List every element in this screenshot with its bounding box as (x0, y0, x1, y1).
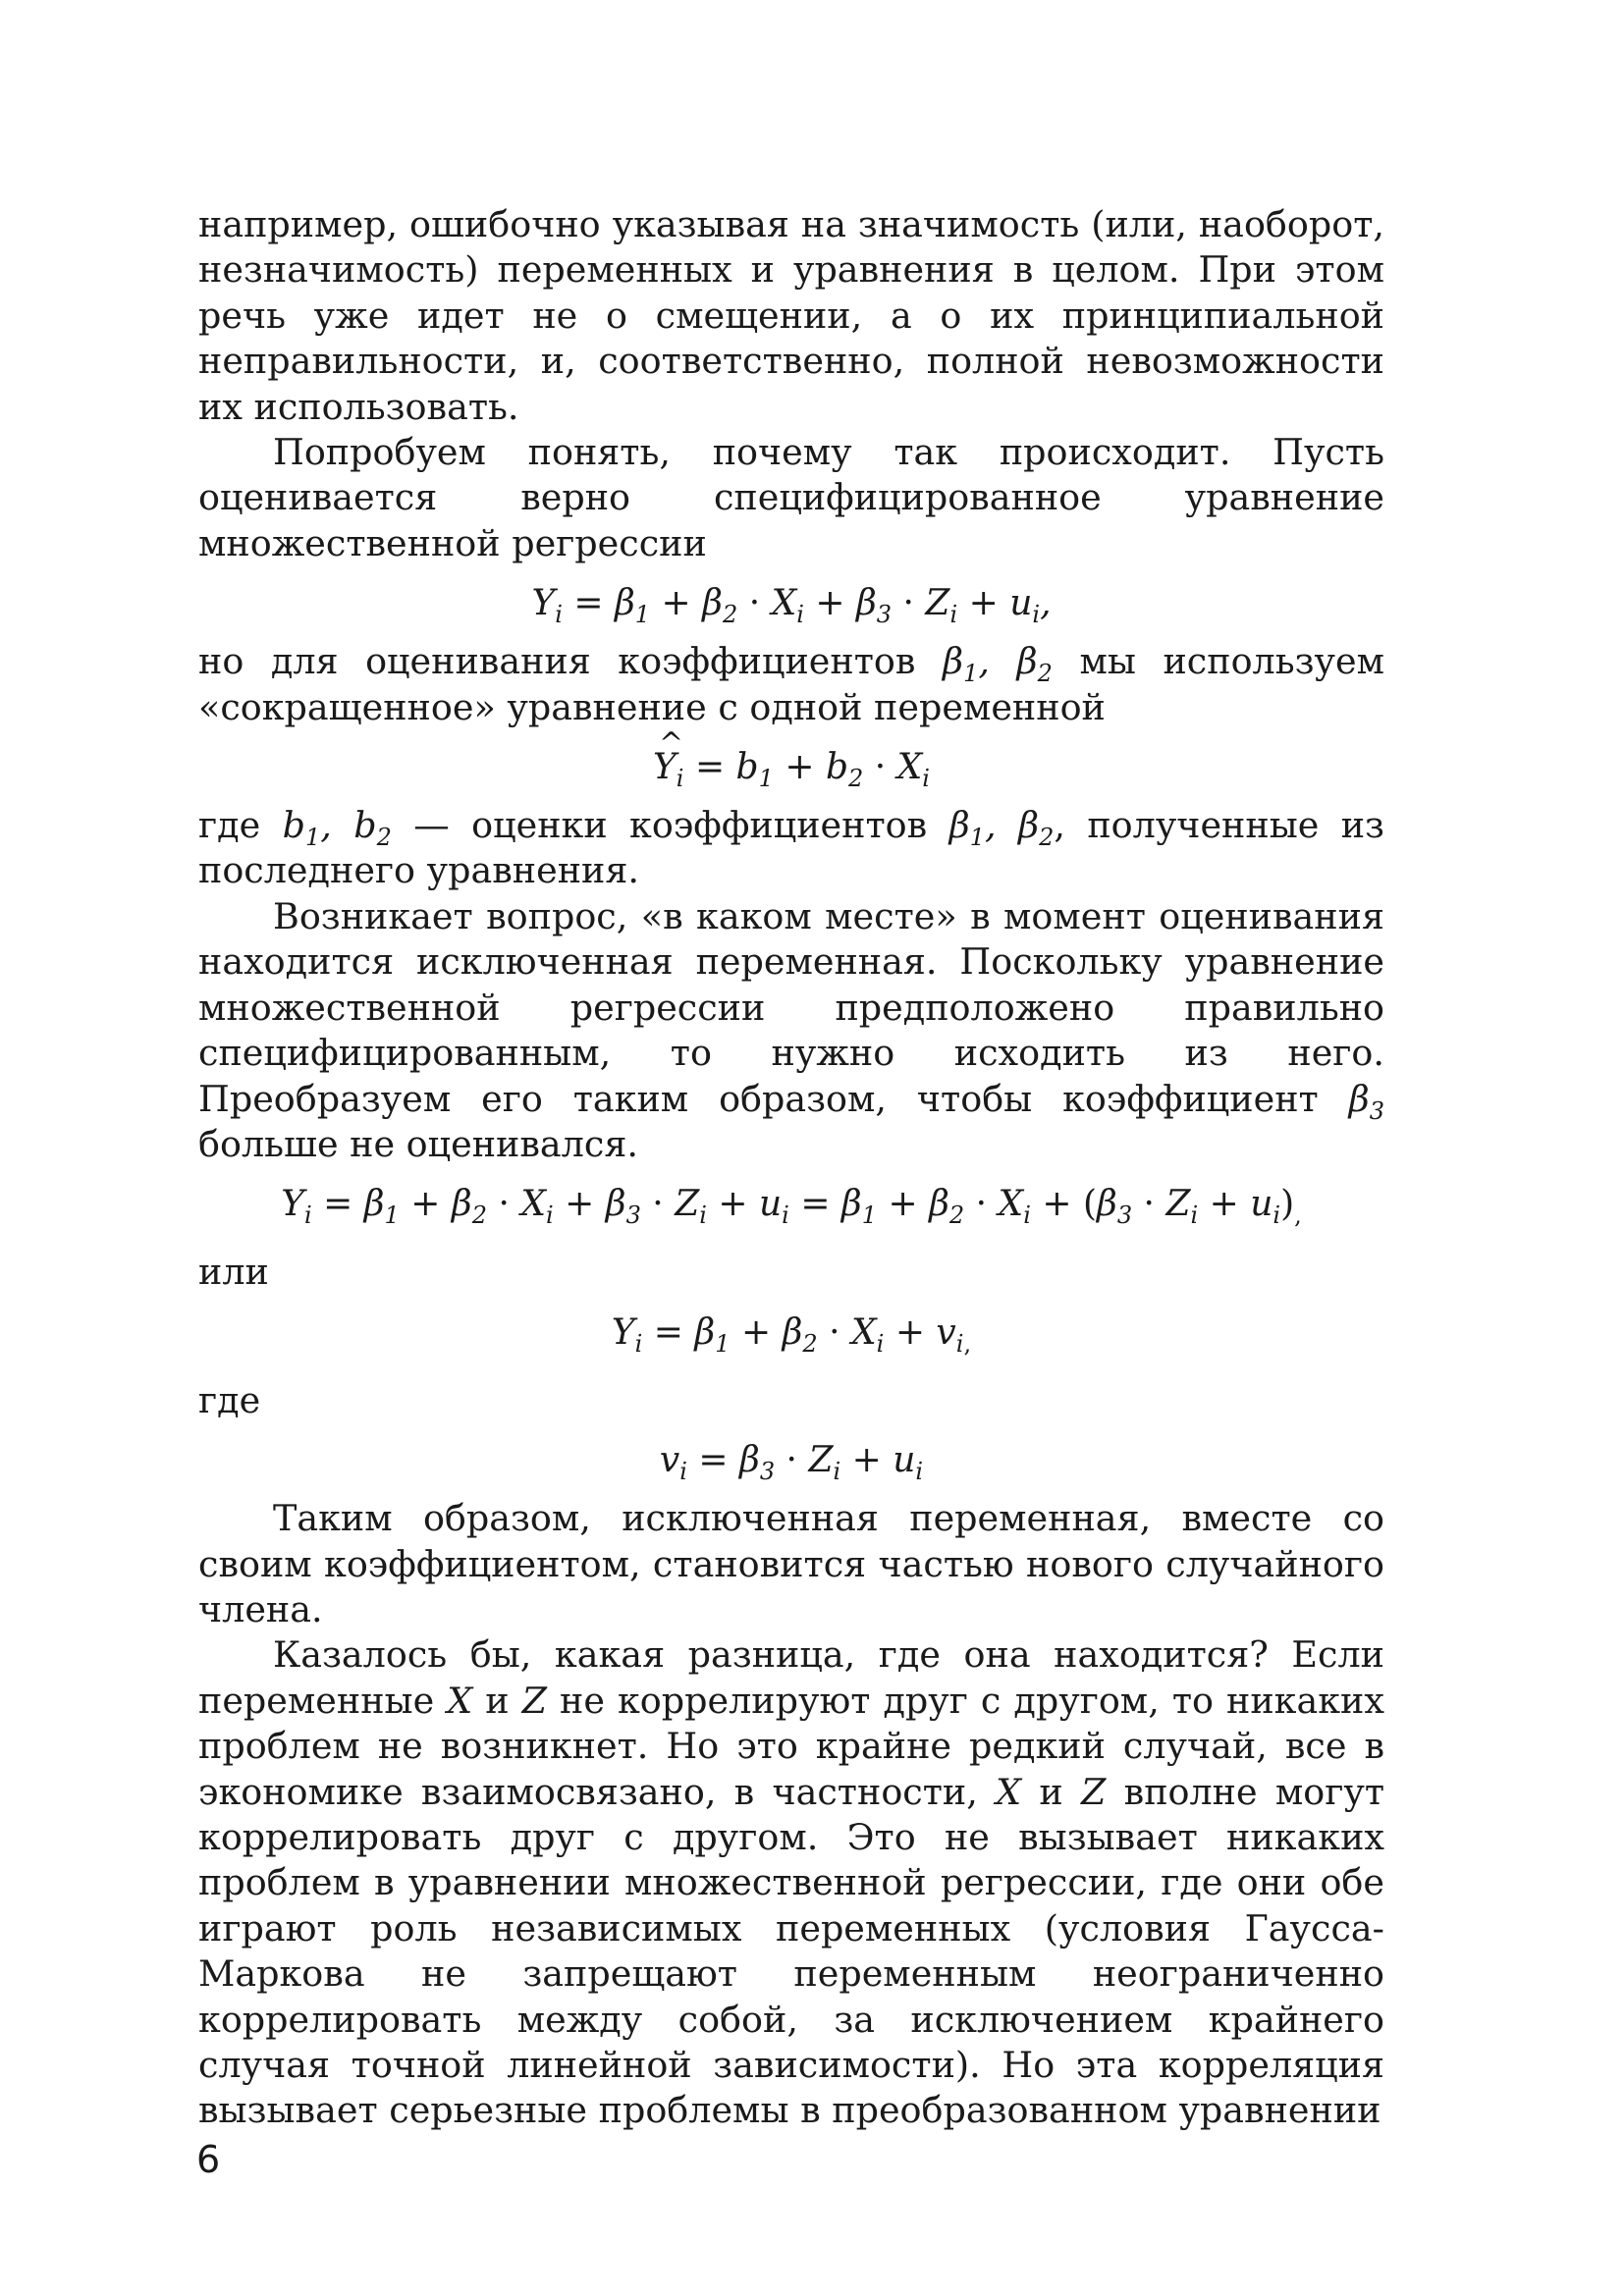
paragraph: Казалось бы, какая разница, где она находится? Если переменные X и Z не коррелируют друг с другом, то никаких проблем не возникнет. Но это крайне редкий случай, все в экономике взаимосвязано, в частности, X и Z вполне могут коррелировать друг с другом. Это не вызывает никаких проблем в уравнении множественной регрессии, где они обе играют роль независимых переменных (условия Гаусса-Маркова не запрещают переменным неограниченно коррелировать между собой, за исключением крайнего случая точной линейной зависимости). Но эта корреляция вызывает серьезные проблемы в преобразованном уравнении (198, 1633, 1385, 2132)
paragraph: но для оценивания коэффициентов $\beta_1$, $\beta_2$ мы используем «сокращенное» уравнение с одной переменной (198, 640, 1384, 728)
page-body (198, 202, 1384, 2134)
equation-new-error: $Y_i = \beta_1 + \beta_2 \cdot X_i + v_{i,}$ (611, 1311, 972, 1358)
inline-math: $\beta_1$, $\beta_2$ (948, 804, 1055, 852)
paragraph: где $b_1$, $b_2$ — оценки коэффициентов $\beta_1$, $\beta_2$, полученные из последнего уравнения. (198, 804, 1384, 892)
inline-math: $\beta_3$ (1348, 1077, 1384, 1125)
connector-word: где (198, 1378, 261, 1421)
inline-math: $\beta_1$, $\beta_2$ (943, 640, 1053, 688)
connector-word: или (198, 1251, 269, 1294)
paragraph: Попробуем понять, почему так происходит. Пусть оценивается верно специфицированное уравнение множественной регрессии (198, 431, 1384, 564)
paragraph: например, ошибочно указывая на значимость (или, наоборот, незначимость) переменных и уравнения в целом. При этом речь уже идет не о смещении, а о их принципиальной неправильности, и, соответственно, полной невозможности их использовать. (198, 203, 1384, 428)
paragraph: Таким образом, исключенная переменная, вместе со своим коэффициентом, становится частью нового случайного члена. (198, 1497, 1384, 1630)
page-number: 6 (196, 2138, 221, 2181)
equation-full-regression: $Y_i = \beta_1 + \beta_2 \cdot X_i + \beta_3 \cdot Z_i + u_i$, (531, 583, 1052, 629)
paragraph: Возникает вопрос, «в каком месте» в момент оценивания находится исключенная переменная. Поскольку уравнение множественной регрессии предположено правильно специфицированным, то нужно исходить из него. Преобразуем его таким образом, чтобы коэффициент $\beta_3$ больше не оценивался. (198, 894, 1384, 1165)
inline-math: $b_1$, $b_2$ (282, 804, 392, 852)
equation-error-definition: $v_i = \beta_3 \cdot Z_i + u_i$ (659, 1440, 924, 1486)
equation-short-regression: ^ $Y_i = b_1 + b_2 \cdot X_i$ (198, 744, 1384, 791)
equation-transformed: $Y_i = \beta_1 + \beta_2 \cdot X_i + \beta_3 \cdot Z_i + u_i = \beta_1 + \beta_2 \cdot X_i + (\beta_3 \cdot Z_i + u_i)_,$ (281, 1184, 1302, 1230)
